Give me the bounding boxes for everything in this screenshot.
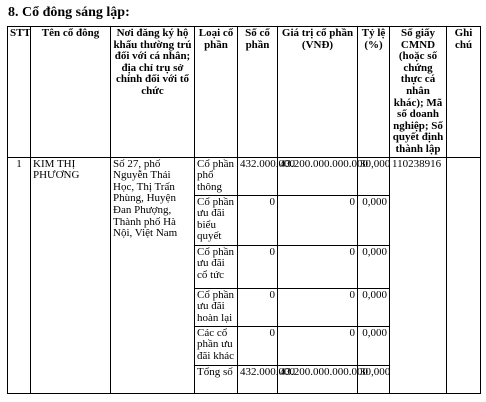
- header-stt: STT: [8, 27, 31, 158]
- cell-share-value: 0: [278, 195, 358, 245]
- table-header-row: [8, 27, 481, 158]
- cell-ratio: 0,000: [358, 326, 390, 365]
- cell-share-value: 0: [278, 326, 358, 365]
- founding-shareholders-table: [7, 26, 481, 394]
- section-heading: 8. Cổ đông sáng lập:: [8, 5, 130, 20]
- cell-note: [447, 157, 481, 393]
- cell-stt: 1: [8, 157, 31, 393]
- cell-share-count: 0: [238, 326, 278, 365]
- header-share-count: Số cổ phần: [238, 27, 278, 158]
- header-share-type: Loại cổ phần: [195, 27, 238, 158]
- cell-share-type: Cổ phần phổ thông: [195, 157, 238, 195]
- cell-share-count: 0: [238, 245, 278, 288]
- cell-ratio: 0,000: [358, 195, 390, 245]
- cell-share-count: 432.000.000: [238, 157, 278, 195]
- cell-ratio: 30,000: [358, 157, 390, 195]
- cell-shareholder-name: KIM THỊ PHƯƠNG: [31, 157, 111, 393]
- cell-share-value: 43.200.000.000.000: [278, 157, 358, 195]
- header-id-number: Số giấy CMND (hoặc số chứng thực cá nhân khác); Mã số doanh nghiệp; Số quyết định thành lập: [390, 27, 447, 158]
- cell-share-count: 0: [238, 288, 278, 326]
- cell-ratio: 30,000: [358, 365, 390, 393]
- header-address: Nơi đăng ký hộ khẩu thường trú đối với cá nhân; địa chỉ trụ sở chính đối với tổ chức: [111, 27, 195, 158]
- cell-ratio: 0,000: [358, 288, 390, 326]
- header-ratio: Tỷ lệ (%): [358, 27, 390, 158]
- header-note: Ghi chú: [447, 27, 481, 158]
- cell-share-type: Tổng số: [195, 365, 238, 393]
- cell-share-type: Cổ phần ưu đãi biểu quyết: [195, 195, 238, 245]
- cell-id-number: 110238916: [390, 157, 447, 393]
- cell-share-count: 432.000.000: [238, 365, 278, 393]
- cell-address: Số 27, phố Nguyễn Thái Học, Thị Trấn Phùng, Huyện Đan Phượng, Thành phố Hà Nội, Việt Nam: [111, 157, 195, 393]
- cell-share-count: 0: [238, 195, 278, 245]
- cell-share-value: 0: [278, 288, 358, 326]
- cell-share-value: 43.200.000.000.000: [278, 365, 358, 393]
- cell-ratio: 0,000: [358, 245, 390, 288]
- cell-share-type: Cổ phần ưu đãi hoàn lại: [195, 288, 238, 326]
- table-row: [8, 157, 481, 195]
- header-shareholder-name: Tên cổ đông: [31, 27, 111, 158]
- cell-share-type: Các cổ phần ưu đãi khác: [195, 326, 238, 365]
- header-share-value: Giá trị cổ phần (VNĐ): [278, 27, 358, 158]
- cell-share-value: 0: [278, 245, 358, 288]
- cell-share-type: Cổ phần ưu đãi cổ tức: [195, 245, 238, 288]
